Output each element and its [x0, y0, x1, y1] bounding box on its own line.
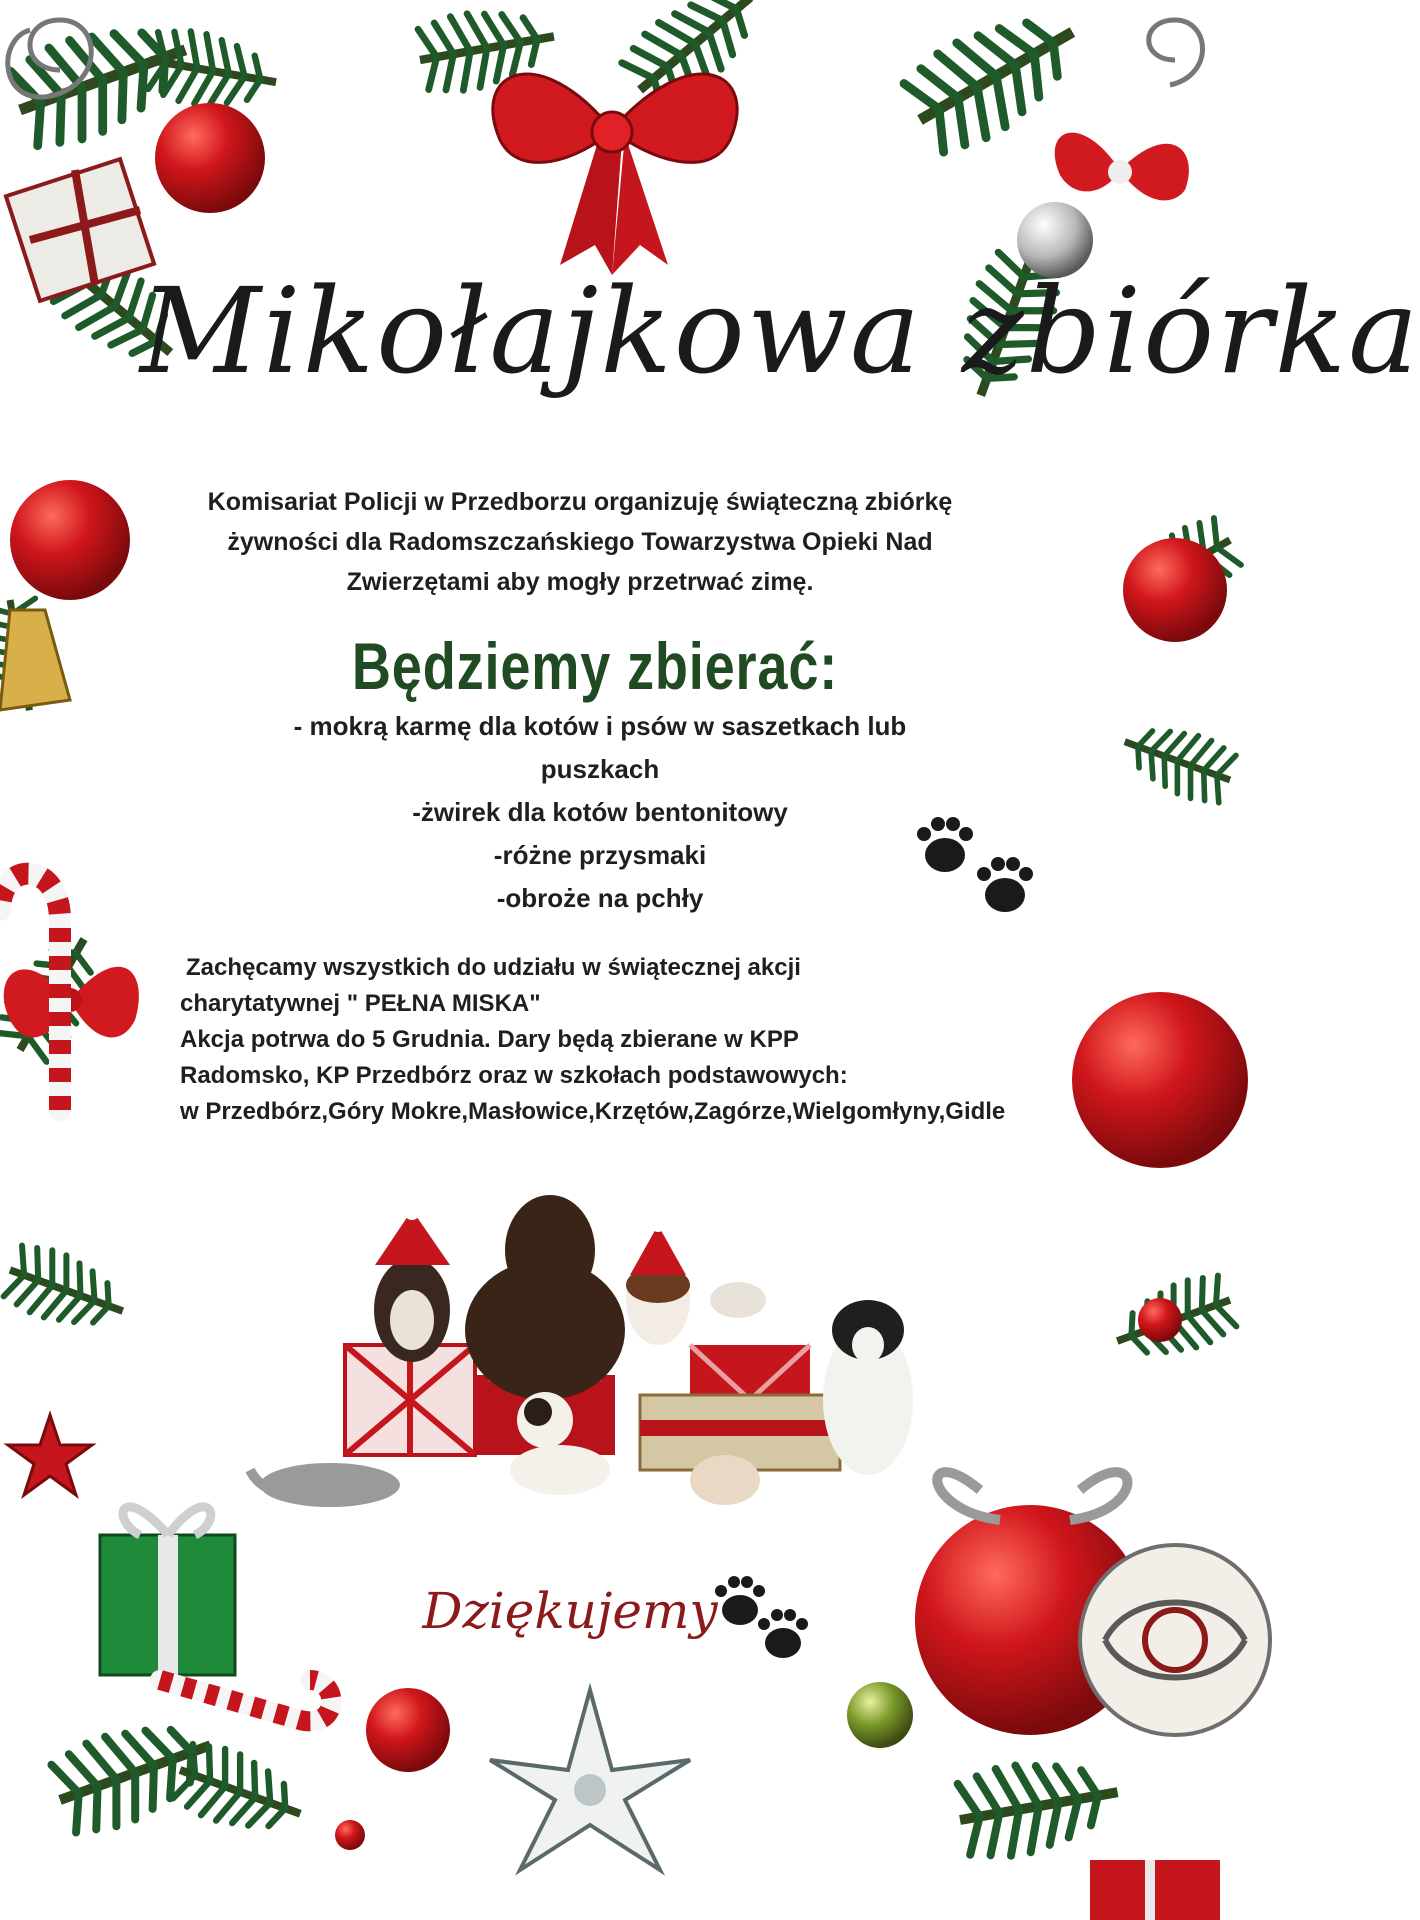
- collect-heading: Będziemy zbierać:: [351, 629, 839, 703]
- appeal-line-1: Zachęcamy wszystkich do udziału w świątecznej akcji: [186, 954, 801, 981]
- appeal-line-2: charytatywnej " PEŁNA MISKA": [180, 990, 541, 1017]
- intro-paragraph: Komisariat Policji w Przedborzu organizuję świąteczną zbiórkę żywności dla Radomszczańskiego Towarzystwa Opieki Nad Zwierzętami aby mogły przetrwać zimę.: [207, 488, 953, 596]
- poster-title: Mikołajkowa zbiórka: [140, 262, 1420, 400]
- collect-items-list: [240, 705, 960, 920]
- collect-item: - mokrą karmę dla kotów i psów w saszetkach lub puszkach: [293, 711, 907, 784]
- campaign-details: [180, 950, 1080, 1130]
- collect-item: -różne przysmaki: [493, 840, 707, 870]
- deadline-line-2: Radomsko, KP Przedbórz oraz w szkołach podstawowych:: [180, 1062, 848, 1089]
- collect-item: -obroże na pchły: [496, 883, 704, 913]
- schools-line: w Przedbórz,Góry Mokre,Masłowice,Krzętów,Zagórze,Wielgomłyny,Gidle: [180, 1098, 1006, 1125]
- thanks-text: Dziękujemy: [422, 1582, 718, 1640]
- collect-item: -żwirek dla kotów bentonitowy: [412, 797, 788, 827]
- deadline-line-1: Akcja potrwa do 5 Grudnia. Dary będą zbierane w KPP: [180, 1026, 799, 1053]
